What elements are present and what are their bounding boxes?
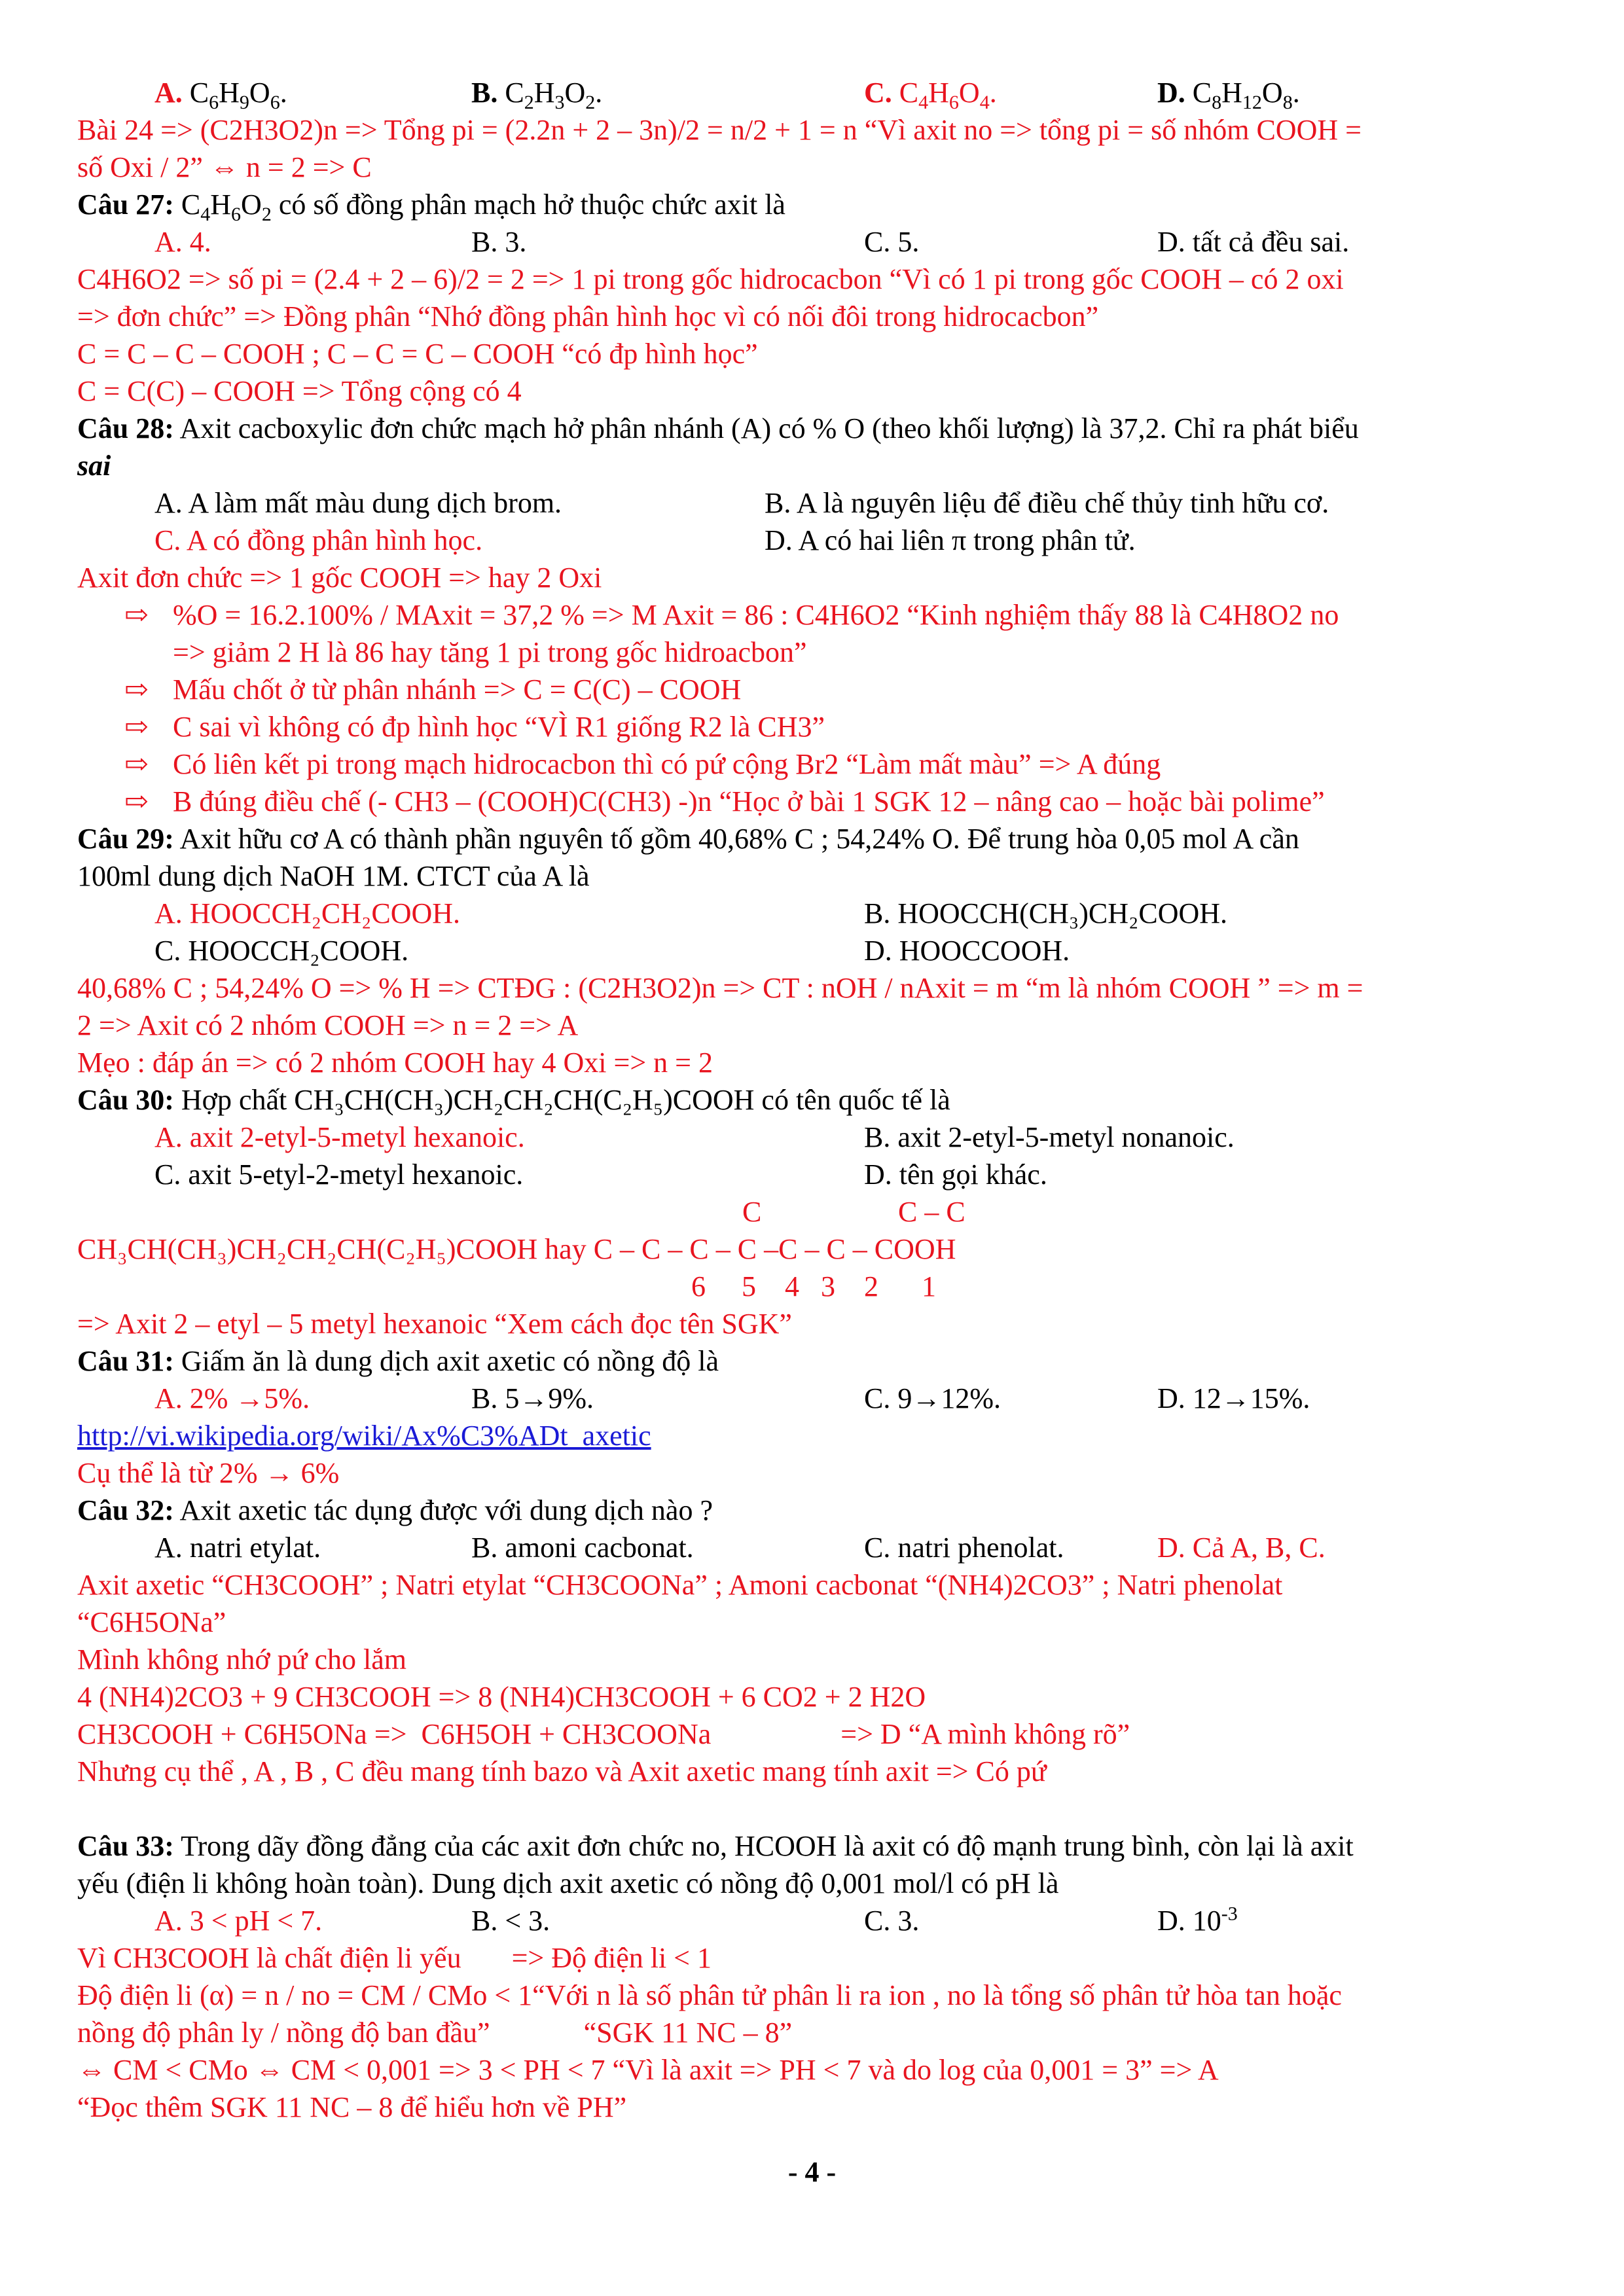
q32-label: Câu 32: bbox=[77, 1494, 174, 1526]
q27-solution-line-4: C = C(C) – COOH => Tổng cộng có 4 bbox=[77, 375, 522, 407]
q32-option-b: B. amoni cacbonat. bbox=[471, 1532, 694, 1564]
q27-solution-line-2: => đơn chức” => Đồng phân “Nhớ đồng phân hình học vì có nối đôi trong hidrocacbon” bbox=[77, 300, 1099, 332]
q29-option-d: D. HOOCCOOH. bbox=[864, 935, 1070, 967]
q30-struct-branch-1: C bbox=[742, 1196, 762, 1228]
q33-solution-line-1: Vì CH3COOH là chất điện li yếu => Độ điện li < 1 bbox=[77, 1942, 712, 1974]
q27-solution-line-1: C4H6O2 => số pi = (2.4 + 2 – 6)/2 = 2 => 1 pi trong gốc hidrocacbon “Vì có 1 pi trong gốc COOH – có 2 oxi bbox=[77, 263, 1344, 295]
q29-solution-line-1: 40,68% C ; 54,24% O => % H => CTĐG : (C2H3O2)n => CT : nOH / nAxit = m “m là nhóm COOH ” => m = bbox=[77, 972, 1363, 1004]
page-number: - 4 - bbox=[787, 2156, 837, 2188]
q31-solution: Cụ thể là từ 2% → 6% bbox=[77, 1457, 340, 1489]
q32-solution-line-1: Axit axetic “CH3COOH” ; Natri etylat “CH3COONa” ; Amoni cacbonat “(NH4)2CO3” ; Natri phenolat bbox=[77, 1569, 1283, 1601]
q27-option-b: B. 3. bbox=[471, 226, 527, 258]
q33-option-a: A. 3 < pH < 7. bbox=[154, 1905, 323, 1937]
q26-solution-line-1: Bài 24 => (C2H3O2)n => Tổng pi = (2.2n + 2 – 3n)/2 = n/2 + 1 = n “Vì axit no => tổng pi = số nhóm COOH = bbox=[77, 114, 1362, 146]
q33-solution-line-4: ⇔ CM < CMo ⇔ CM < 0,001 => 3 < PH < 7 “Vì là axit => PH < 7 và do log của 0,001 = 3” => A bbox=[77, 2054, 1219, 2086]
q29-stem-2: 100ml dung dịch NaOH 1M. CTCT của A là bbox=[77, 860, 590, 892]
q31-stem: Câu 31: Giấm ăn là dung dịch axit axetic có nồng độ là bbox=[77, 1345, 719, 1377]
q28-option-b: B. A là nguyên liệu để điều chế thủy tinh hữu cơ. bbox=[765, 487, 1329, 519]
q27-stem: Câu 27: $C_4H_6O_2$ có số đồng phân mạch hở thuộc chức axit là bbox=[77, 188, 785, 225]
q29-option-a: A. HOOCCH₂CH₂COOH. bbox=[154, 897, 461, 929]
arrow-icon: ⇨ bbox=[124, 599, 149, 631]
q32-option-a: A. natri etylat. bbox=[154, 1532, 321, 1564]
q33-label: Câu 33: bbox=[77, 1830, 174, 1862]
q30-option-d: D. tên gọi khác. bbox=[864, 1158, 1047, 1191]
q28-bullet-5: ⇨ B đúng điều chế (- CH3 – (COOH)C(CH3) -)n “Học ở bài 1 SGK 12 – nâng cao – hoặc bài polime” bbox=[124, 783, 1325, 820]
q32-solution-line-6: Nhưng cụ thể , A , B , C đều mang tính bazo và Axit axetic mang tính axit => Có pứ bbox=[77, 1755, 1047, 1787]
q27-option-d: D. tất cả đều sai. bbox=[1157, 226, 1350, 258]
q28-stem: Câu 28: Axit cacboxylic đơn chức mạch hở phân nhánh (A) có % O (theo khối lượng) là 37,2. Chỉ ra phát biểu bbox=[77, 412, 1359, 444]
q26-option-c: C. $C_4H_6O_4$. bbox=[864, 77, 997, 113]
q32-solution-line-3: Mình không nhớ pứ cho lắm bbox=[77, 1643, 406, 1676]
arrow-icon: ⇨ bbox=[124, 673, 149, 706]
q29-option-c: C. HOOCCH₂COOH. bbox=[154, 935, 409, 967]
q30-option-c: C. axit 5-etyl-2-metyl hexanoic. bbox=[154, 1158, 524, 1191]
arrow-icon: ⇨ bbox=[124, 785, 149, 817]
q30-stem: Câu 30: Hợp chất CH₃CH(CH₃)CH₂CH₂CH(C₂H₅)COOH có tên quốc tế là bbox=[77, 1084, 950, 1116]
q28-bullet-1-cont: => giảm 2 H là 86 hay tăng 1 pi trong gốc hidroacbon” bbox=[173, 636, 807, 668]
q28-bullet-2: ⇨ Mấu chốt ở từ phân nhánh => C = C(C) – COOH bbox=[124, 671, 741, 708]
q33-stem-1: Câu 33: Trong dãy đồng đẳng của các axit đơn chức no, HCOOH là axit có độ mạnh trung bình, còn lại là axit bbox=[77, 1830, 1354, 1862]
q27-option-c: C. 5. bbox=[864, 226, 920, 258]
q32-option-d: D. Cả A, B, C. bbox=[1157, 1532, 1326, 1564]
q30-conclusion: => Axit 2 – etyl – 5 metyl hexanoic “Xem cách đọc tên SGK” bbox=[77, 1308, 792, 1340]
q27-option-a: A. 4. bbox=[154, 226, 211, 258]
q28-option-a: A. A làm mất màu dung dịch brom. bbox=[154, 487, 562, 519]
q30-option-a: A. axit 2-etyl-5-metyl hexanoic. bbox=[154, 1121, 525, 1153]
q30-label: Câu 30: bbox=[77, 1084, 174, 1116]
q33-solution-line-3: nồng độ phân ly / nồng độ ban đầu” “SGK 11 NC – 8” bbox=[77, 2017, 793, 2049]
q27-solution-line-3: C = C – C – COOH ; C – C = C – COOH “có đp hình học” bbox=[77, 338, 758, 370]
q29-option-b: B. HOOCCH(CH₃)CH₂COOH. bbox=[864, 897, 1228, 929]
q29-stem-1: Câu 29: Axit hữu cơ A có thành phần nguyên tố gồm 40,68% C ; 54,24% O. Để trung hòa 0,05 mol A cần bbox=[77, 823, 1299, 855]
q33-stem-2: yếu (điện li không hoàn toàn). Dung dịch axit axetic có nồng độ 0,001 mol/l có pH là bbox=[77, 1867, 1059, 1899]
q28-bullet-3: ⇨ C sai vì không có đp hình học “VÌ R1 giống R2 là CH3” bbox=[124, 708, 825, 745]
q28-stem-sai: sai bbox=[77, 450, 111, 482]
q28-bullet-1: ⇨ %O = 16.2.100% / MAxit = 37,2 % => M Axit = 86 : C4H6O2 “Kinh nghiệm thấy 88 là C4H8O2 no bbox=[124, 596, 1339, 634]
q28-solution-head: Axit đơn chức => 1 gốc COOH => hay 2 Oxi bbox=[77, 562, 602, 594]
q30-option-b: B. axit 2-etyl-5-metyl nonanoic. bbox=[864, 1121, 1235, 1153]
q28-bullet-4: ⇨ Có liên kết pi trong mạch hidrocacbon thì có pứ cộng Br2 “Làm mất màu” => A đúng bbox=[124, 745, 1161, 783]
q30-struct-numbers: 6 5 4 3 2 1 bbox=[691, 1270, 936, 1302]
q32-stem: Câu 32: Axit axetic tác dụng được với dung dịch nào ? bbox=[77, 1494, 713, 1526]
q30-struct-branch-2: C – C bbox=[898, 1196, 965, 1228]
q31-option-c: C. 9→12%. bbox=[864, 1382, 1001, 1414]
q33-option-d: D. $10^{-3}$ bbox=[1157, 1903, 1238, 1937]
q26-option-a: A. $C_6H_9O_6$. bbox=[154, 77, 287, 113]
q31-option-a: A. 2% →5%. bbox=[154, 1382, 310, 1414]
q33-option-b: B. < 3. bbox=[471, 1905, 550, 1937]
q31-option-b: B. 5→9%. bbox=[471, 1382, 594, 1414]
wikipedia-link[interactable]: http://vi.wikipedia.org/wiki/Ax%C3%ADt_axetic bbox=[77, 1420, 651, 1452]
q28-option-c: C. A có đồng phân hình học. bbox=[154, 524, 483, 556]
q29-solution-line-2: 2 => Axit có 2 nhóm COOH => n = 2 => A bbox=[77, 1009, 579, 1041]
q32-solution-line-2: “C6H5ONa” bbox=[77, 1606, 226, 1638]
q28-option-d: D. A có hai liên π trong phân tử. bbox=[765, 524, 1136, 556]
q27-label: Câu 27: bbox=[77, 188, 174, 221]
q29-label: Câu 29: bbox=[77, 823, 174, 855]
q32-solution-line-5: CH3COOH + C6H5ONa => C6H5OH + CH3COONa => D “A mình không rõ” bbox=[77, 1718, 1130, 1750]
q26-option-b: B. $C_2H_3O_2$. bbox=[471, 77, 603, 113]
q29-solution-line-3: Mẹo : đáp án => có 2 nhóm COOH hay 4 Oxi => n = 2 bbox=[77, 1047, 713, 1079]
q31-label: Câu 31: bbox=[77, 1345, 174, 1377]
q33-solution-line-5: “Đọc thêm SGK 11 NC – 8 để hiểu hơn về PH” bbox=[77, 2091, 627, 2123]
q31-option-d: D. 12→15%. bbox=[1157, 1382, 1310, 1414]
q26-option-d: D. $C_8H_{12}O_8$. bbox=[1157, 77, 1300, 113]
q26-solution-line-2: số Oxi / 2” ⇔ n = 2 => C bbox=[77, 151, 372, 183]
q30-struct-formula: CH₃CH(CH₃)CH₂CH₂CH(C₂H₅)COOH hay C – C – C – C –C – C – COOH bbox=[77, 1233, 956, 1265]
arrow-icon: ⇨ bbox=[124, 711, 149, 743]
q28-label: Câu 28: bbox=[77, 412, 174, 444]
q33-option-c: C. 3. bbox=[864, 1905, 920, 1937]
arrow-icon: ⇨ bbox=[124, 748, 149, 780]
q32-option-c: C. natri phenolat. bbox=[864, 1532, 1064, 1564]
q32-solution-line-4: 4 (NH4)2CO3 + 9 CH3COOH => 8 (NH4)CH3COOH + 6 CO2 + 2 H2O bbox=[77, 1681, 926, 1713]
q33-solution-line-2: Độ điện li (α) = n / no = CM / CMo < 1“Với n là số phân tử phân li ra ion , no là tổng số phân tử hòa tan hoặc bbox=[77, 1979, 1342, 2011]
